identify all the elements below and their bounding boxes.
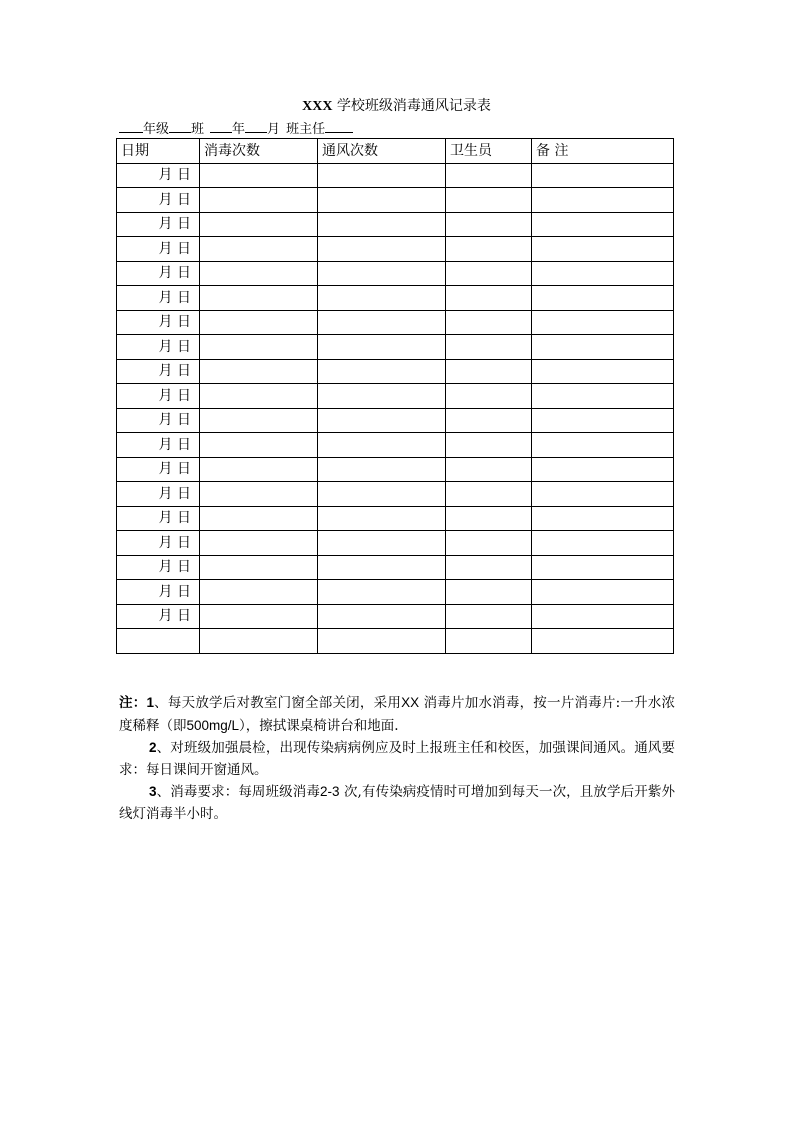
monitor-cell[interactable]: [446, 629, 532, 654]
teacher-blank[interactable]: [325, 119, 353, 133]
table-row: [117, 555, 674, 580]
table-row: [117, 531, 674, 556]
date-cell: 月 日: [117, 433, 200, 458]
monitor-cell[interactable]: [446, 188, 532, 213]
date-cell: 月 日: [117, 163, 200, 188]
table-row: [117, 212, 674, 237]
disinfect-count-cell[interactable]: [200, 286, 318, 311]
monitor-cell[interactable]: [446, 261, 532, 286]
date-cell: 月 日: [117, 506, 200, 531]
monitor-cell[interactable]: [446, 335, 532, 360]
disinfect-count-cell[interactable]: [200, 604, 318, 629]
ventilation-count-cell[interactable]: [318, 163, 446, 188]
remarks-cell[interactable]: [532, 482, 674, 507]
notes-section: [119, 692, 675, 825]
remarks-cell[interactable]: [532, 555, 674, 580]
note-1-text-a: 、每天放学后对教室门窗全部关闭，采用: [153, 695, 402, 711]
note-3: [119, 781, 675, 825]
table-row: [117, 188, 674, 213]
note-2-text: 、对班级加强晨检，出现传染病病例应及时上报班主任和校医，加强课间通风。通风要求：每日课间开窗通风。: [119, 740, 675, 778]
table-row: [117, 408, 674, 433]
date-cell: 月 日: [117, 408, 200, 433]
ventilation-count-cell[interactable]: [318, 433, 446, 458]
remarks-cell[interactable]: [532, 212, 674, 237]
date-cell: 月 日: [117, 384, 200, 409]
month-blank[interactable]: [245, 119, 267, 133]
table-row: [117, 310, 674, 335]
date-cell: 月 日: [117, 359, 200, 384]
remarks-cell[interactable]: [532, 457, 674, 482]
disinfect-count-cell[interactable]: [200, 506, 318, 531]
monitor-cell[interactable]: [446, 384, 532, 409]
table-row: [117, 433, 674, 458]
date-cell: 月 日: [117, 212, 200, 237]
grade-blank[interactable]: [119, 119, 143, 133]
table-row: [117, 335, 674, 360]
teacher-label: 班主任: [286, 122, 326, 137]
page-title: [0, 97, 793, 116]
table-row: [117, 457, 674, 482]
ventilation-count-cell[interactable]: [318, 237, 446, 262]
monitor-cell[interactable]: [446, 286, 532, 311]
note-3-number: 3: [149, 784, 157, 799]
monitor-cell[interactable]: [446, 580, 532, 605]
ventilation-count-cell[interactable]: [318, 212, 446, 237]
date-cell: [117, 629, 200, 654]
disinfect-count-cell[interactable]: [200, 433, 318, 458]
note-3-text-b: 次,有传染病疫情时可增加到每天一次，且放学后开紫外线灯消毒半小时。: [119, 784, 675, 822]
ventilation-count-cell[interactable]: [318, 310, 446, 335]
ventilation-count-cell[interactable]: [318, 555, 446, 580]
ventilation-count-cell[interactable]: [318, 335, 446, 360]
disinfect-count-cell[interactable]: [200, 212, 318, 237]
table-row: [117, 629, 674, 654]
ventilation-count-cell[interactable]: [318, 457, 446, 482]
year-label: 年: [232, 122, 246, 137]
ventilation-count-cell[interactable]: [318, 482, 446, 507]
table-row: [117, 261, 674, 286]
table-row: [117, 359, 674, 384]
header-date: 日期: [117, 139, 200, 164]
note-3-range: 2-3: [320, 784, 340, 799]
table-row: [117, 482, 674, 507]
table-row: [117, 506, 674, 531]
note-1-text-c: ），擦拭课桌椅讲台和地面.: [239, 717, 399, 734]
note-2-number: 2: [149, 740, 157, 755]
ventilation-count-cell[interactable]: [318, 359, 446, 384]
disinfect-count-cell[interactable]: [200, 163, 318, 188]
date-cell: 月 日: [117, 580, 200, 605]
ventilation-count-cell[interactable]: [318, 408, 446, 433]
remarks-cell[interactable]: [532, 335, 674, 360]
remarks-cell[interactable]: [532, 310, 674, 335]
disinfect-count-cell[interactable]: [200, 555, 318, 580]
remarks-cell[interactable]: [532, 188, 674, 213]
disinfect-count-cell[interactable]: [200, 335, 318, 360]
table-row: [117, 286, 674, 311]
class-label: 班: [191, 122, 205, 137]
date-cell: 月 日: [117, 457, 200, 482]
ventilation-count-cell[interactable]: [318, 629, 446, 654]
ventilation-count-cell[interactable]: [318, 384, 446, 409]
grade-label: 年级: [143, 122, 170, 137]
month-label: 月: [267, 122, 281, 137]
disinfect-count-cell[interactable]: [200, 237, 318, 262]
table-row: [117, 163, 674, 188]
monitor-cell[interactable]: [446, 531, 532, 556]
monitor-cell[interactable]: [446, 506, 532, 531]
disinfect-count-cell[interactable]: [200, 384, 318, 409]
date-cell: 月 日: [117, 604, 200, 629]
remarks-cell[interactable]: [532, 531, 674, 556]
date-cell: 月 日: [117, 335, 200, 360]
ventilation-count-cell[interactable]: [318, 531, 446, 556]
class-info-line: [119, 119, 353, 138]
disinfect-count-cell[interactable]: [200, 310, 318, 335]
table-row: [117, 580, 674, 605]
table-row: [117, 237, 674, 262]
monitor-cell[interactable]: [446, 604, 532, 629]
date-cell: 月 日: [117, 261, 200, 286]
disinfect-count-cell[interactable]: [200, 629, 318, 654]
remarks-cell[interactable]: [532, 359, 674, 384]
ventilation-count-cell[interactable]: [318, 580, 446, 605]
disinfect-count-cell[interactable]: [200, 188, 318, 213]
disinfect-count-cell[interactable]: [200, 408, 318, 433]
note-3-text-a: 、消毒要求：每周班级消毒: [156, 784, 321, 800]
record-table: [116, 138, 674, 654]
note-1-text-b: 消毒片加水消毒，按一片消毒片:一升水浓度稀释（即: [119, 695, 676, 734]
ventilation-count-cell[interactable]: [318, 188, 446, 213]
ventilation-count-cell[interactable]: [318, 604, 446, 629]
date-cell: 月 日: [117, 310, 200, 335]
remarks-cell[interactable]: [532, 580, 674, 605]
remarks-cell[interactable]: [532, 384, 674, 409]
monitor-cell[interactable]: [446, 310, 532, 335]
ventilation-count-cell[interactable]: [318, 506, 446, 531]
remarks-cell[interactable]: [532, 163, 674, 188]
disinfect-count-cell[interactable]: [200, 457, 318, 482]
date-cell: 月 日: [117, 188, 200, 213]
disinfect-count-cell[interactable]: [200, 580, 318, 605]
header-remarks: 备 注: [532, 139, 674, 164]
title-text: 学校班级消毒通风记录表: [332, 98, 491, 114]
monitor-cell[interactable]: [446, 408, 532, 433]
disinfect-count-cell[interactable]: [200, 359, 318, 384]
ventilation-count-cell[interactable]: [318, 261, 446, 286]
remarks-cell[interactable]: [532, 604, 674, 629]
date-cell: 月 日: [117, 237, 200, 262]
disinfect-count-cell[interactable]: [200, 261, 318, 286]
header-monitor: 卫生员: [446, 139, 532, 164]
monitor-cell[interactable]: [446, 359, 532, 384]
monitor-cell[interactable]: [446, 482, 532, 507]
note-1-number: 1: [146, 695, 154, 710]
disinfect-count-cell[interactable]: [200, 482, 318, 507]
note-label: 注：: [119, 695, 147, 710]
date-cell: 月 日: [117, 286, 200, 311]
table-row: [117, 384, 674, 409]
remarks-cell[interactable]: [532, 237, 674, 262]
header-ventilation-count: 通风次数: [318, 139, 446, 164]
date-cell: 月 日: [117, 531, 200, 556]
monitor-cell[interactable]: [446, 433, 532, 458]
note-1-xx: XX: [401, 695, 420, 710]
note-1-concentration: 500mg/L: [186, 717, 240, 733]
header-disinfect-count: 消毒次数: [200, 139, 318, 164]
title-prefix: XXX: [302, 99, 333, 114]
header-row: [117, 139, 674, 164]
ventilation-count-cell[interactable]: [318, 286, 446, 311]
table-row: [117, 604, 674, 629]
year-blank[interactable]: [210, 119, 232, 133]
remarks-cell[interactable]: [532, 629, 674, 654]
class-blank[interactable]: [169, 119, 191, 133]
date-cell: 月 日: [117, 482, 200, 507]
note-1: [119, 692, 675, 737]
note-2: [119, 737, 675, 781]
monitor-cell[interactable]: [446, 555, 532, 580]
remarks-cell[interactable]: [532, 408, 674, 433]
remarks-cell[interactable]: [532, 286, 674, 311]
monitor-cell[interactable]: [446, 457, 532, 482]
monitor-cell[interactable]: [446, 163, 532, 188]
monitor-cell[interactable]: [446, 212, 532, 237]
monitor-cell[interactable]: [446, 237, 532, 262]
disinfect-count-cell[interactable]: [200, 531, 318, 556]
remarks-cell[interactable]: [532, 433, 674, 458]
remarks-cell[interactable]: [532, 506, 674, 531]
date-cell: 月 日: [117, 555, 200, 580]
remarks-cell[interactable]: [532, 261, 674, 286]
